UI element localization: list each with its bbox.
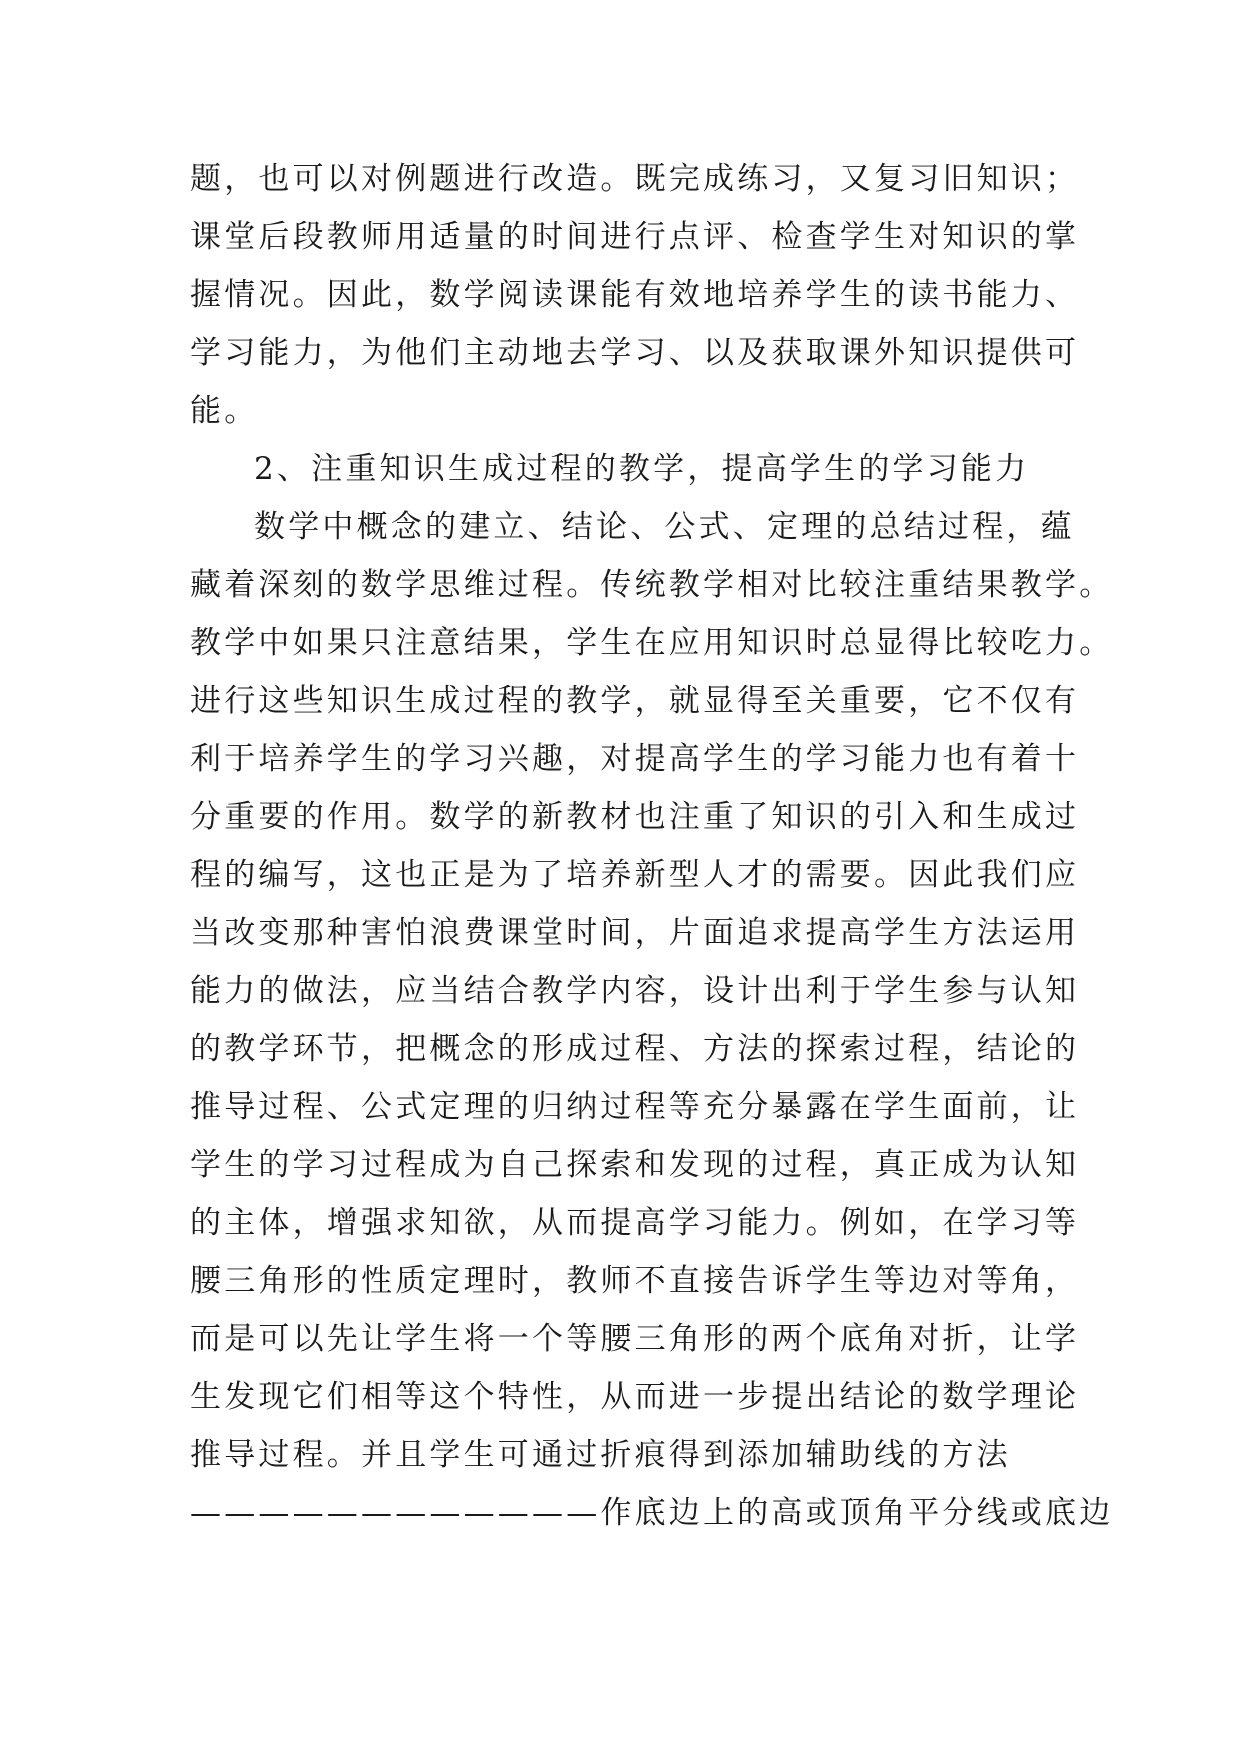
text-line: 而是可以先让学生将一个等腰三角形的两个底角对折，让学 bbox=[190, 1321, 1080, 1357]
text-line: 题，也可以对例题进行改造。既完成练习，又复习旧知识； bbox=[190, 161, 1080, 197]
text-line: 推导过程、公式定理的归纳过程等充分暴露在学生面前，让 bbox=[190, 1089, 1080, 1125]
text-line: ————————————作底边上的高或顶角平分线或底边 bbox=[190, 1495, 1114, 1531]
text-line: 进行这些知识生成过程的教学，就显得至关重要，它不仅有 bbox=[190, 683, 1080, 719]
text-line: 的主体，增强求知欲，从而提高学习能力。例如，在学习等 bbox=[190, 1205, 1080, 1241]
section-heading: 2、注重知识生成过程的教学，提高学生的学习能力 bbox=[254, 451, 1030, 487]
text-line: 当改变那种害怕浪费课堂时间，片面追求提高学生方法运用 bbox=[190, 915, 1080, 951]
text-line: 能力的做法，应当结合教学内容，设计出利于学生参与认知 bbox=[190, 973, 1080, 1009]
text-line: 分重要的作用。数学的新教材也注重了知识的引入和生成过 bbox=[190, 799, 1080, 835]
text-line: 腰三角形的性质定理时，教师不直接告诉学生等边对等角， bbox=[190, 1263, 1080, 1299]
text-line: 学生的学习过程成为自己探索和发现的过程，真正成为认知 bbox=[190, 1147, 1080, 1183]
text-line: 推导过程。并且学生可通过折痕得到添加辅助线的方法 bbox=[190, 1437, 1011, 1473]
text-line: 程的编写，这也正是为了培养新型人才的需要。因此我们应 bbox=[190, 857, 1080, 893]
text-line: 能。 bbox=[190, 393, 259, 429]
text-line: 利于培养学生的学习兴趣，对提高学生的学习能力也有着十 bbox=[190, 741, 1080, 777]
text-line: 握情况。因此，数学阅读课能有效地培养学生的读书能力、 bbox=[190, 277, 1080, 313]
text-line: 学习能力，为他们主动地去学习、以及获取课外知识提供可 bbox=[190, 335, 1080, 371]
text-line: 生发现它们相等这个特性，从而进一步提出结论的数学理论 bbox=[190, 1379, 1080, 1415]
text-line: 的教学环节，把概念的形成过程、方法的探索过程，结论的 bbox=[190, 1031, 1080, 1067]
text-line: 课堂后段教师用适量的时间进行点评、检查学生对知识的掌 bbox=[190, 219, 1080, 255]
text-line: 数学中概念的建立、结论、公式、定理的总结过程，蕴 bbox=[254, 509, 1075, 545]
text-line: 教学中如果只注意结果，学生在应用知识时总显得比较吃力。 bbox=[190, 625, 1114, 661]
body-text bbox=[190, 150, 1114, 1542]
text-line: 藏着深刻的数学思维过程。传统教学相对比较注重结果教学。 bbox=[190, 567, 1114, 603]
